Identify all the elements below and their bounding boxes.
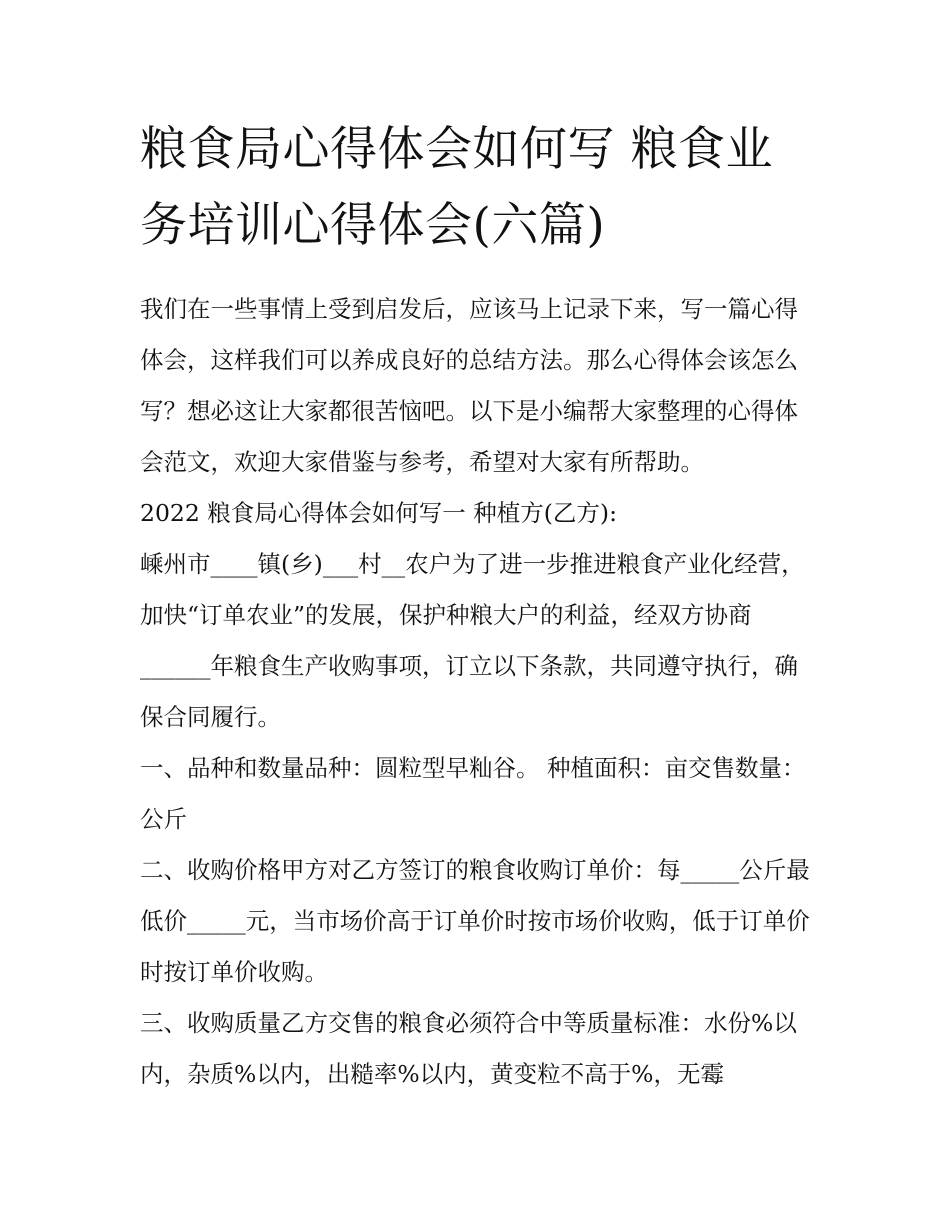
clause-purchase-price: 二、收购价格甲方对乙方签订的粮食收购订单价：每_____公斤最低价_____元，当市场价高于订单价时按市场价收购，低于订单价时按订单价收购。 — [140, 856, 810, 986]
intro-paragraph: 我们在一些事情上受到启发后，应该马上记录下来，写一篇心得体会，这样我们可以养成良好的总结方法。那么心得体会该怎么写？想必这让大家都很苦恼吧。以下是小编帮大家整理的心得体会范文，欢迎大家借鉴与参考，希望对大家有所帮助。 — [140, 295, 798, 476]
document-body — [140, 284, 820, 1100]
section-heading: 2022 粮食局心得体会如何写一 种植方(乙方): — [140, 499, 617, 527]
document-title: 粮食局心得体会如何写 粮食业务培训心得体会(六篇) — [140, 122, 773, 253]
clause-variety-quantity: 一、品种和数量品种：圆粒型早籼谷。 种植面积：亩交售数量：公斤 — [140, 754, 806, 833]
document-content — [140, 112, 820, 1100]
clause-purchase-quality: 三、收购质量乙方交售的粮食必须符合中等质量标准：水份%以内，杂质%以内，出糙率%以内，黄变粒不高于%，无霉 — [140, 1009, 797, 1088]
contract-preamble-paragraph: 嵊州市____镇(乡)___村__农户为了进一步推进粮食产业化经营，加快“订单农业”的发展，保护种粮大户的利益，经双方协商______年粮食生产收购事项，订立以下条款，共同遵守执行，确保合同履行。 — [140, 550, 805, 731]
